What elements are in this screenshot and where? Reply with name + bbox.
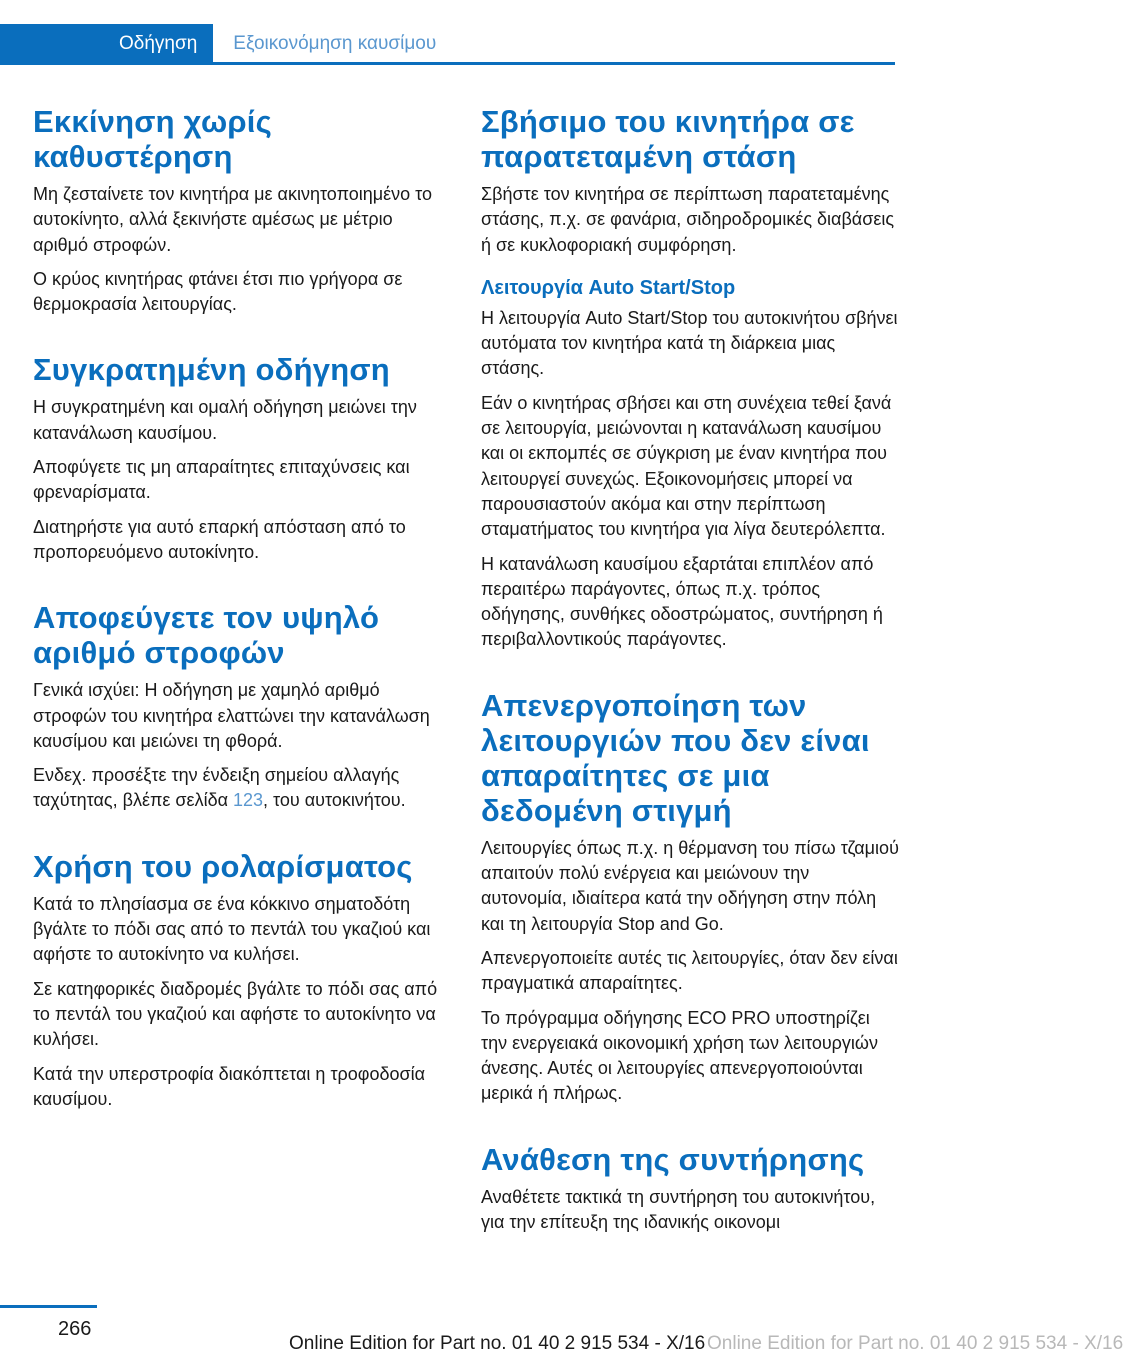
paragraph: Αναθέτετε τακτικά τη συντήρηση του αυτοκινήτου, για την επίτευξη της ιδανικής οικονομι <box>481 1186 876 1233</box>
section-deactivate-functions <box>481 688 899 1107</box>
section-title: Χρήση του ρολαρίσματος <box>33 848 413 884</box>
paragraph: Αποφύγετε τις μη απαραίτητες επιταχύνσεις και φρεναρίσματα. <box>33 457 410 503</box>
chapter-tabs <box>0 24 895 64</box>
paragraph: Η κατανάλωση καυσίμου εξαρτάται επιπλέον από περαιτέρω παράγοντες, όπως π.χ. τρόπος οδήγησης, συνθήκες οδοστρώματος, συντήρηση ή περιβαλλοντικούς παράγοντες. <box>481 553 883 650</box>
page-reference-link[interactable]: 123 <box>233 790 264 811</box>
section-maintenance <box>481 1142 899 1236</box>
subsection-title: Λειτουργία Auto Start/Stop <box>481 276 736 299</box>
paragraph: Γενικά ισχύει: Η οδήγηση με χαμηλό αριθμό στροφών του κινητήρα ελαττώνει την κατανάλωση καυσίμου και μειώνει τη φθορά. <box>33 680 430 751</box>
left-column <box>33 104 451 1147</box>
right-column <box>481 104 899 1270</box>
page-number: 266 <box>58 1318 92 1340</box>
section-avoid-high-rpm <box>33 600 451 813</box>
watermark: Online Edition for Part no. 01 40 2 915 534 - X/16 <box>707 1333 1123 1354</box>
tab-fuel-saving[interactable]: Εξοικονόμηση καυσίμου <box>213 24 895 64</box>
paragraph <box>33 763 451 814</box>
paragraph-text: , του αυτοκινήτου. <box>263 790 406 811</box>
paragraph-text: Ενδεχ. προσέξτε την ένδειξη σημείου αλλαγής ταχύτητας, βλέπε σελίδα <box>33 765 400 811</box>
paragraph: Η συγκρατημένη και ομαλή οδήγηση μειώνει την κατανάλωση καυσίμου. <box>33 397 417 443</box>
paragraph: Κατά το πλησίασμα σε ένα κόκκινο σηματοδότη βγάλτε το πόδι σας από το πεντάλ του γκαζιού και αφήστε το αυτοκίνητο να κυλήσει. <box>33 893 431 965</box>
section-auto-start-stop <box>481 276 899 653</box>
section-title: Εκκίνηση χωρίς καθυστέρηση <box>33 104 272 174</box>
section-restrained-driving <box>33 352 451 565</box>
paragraph: Σε κατηφορικές διαδρομές βγάλτε το πόδι σας από το πεντάλ του γκαζιού και αφήστε το αυτοκίνητο να κυλήσει. <box>33 978 438 1050</box>
header-rule <box>0 62 895 65</box>
paragraph: Ο κρύος κινητήρας φτάνει έτσι πιο γρήγορα σε θερμοκρασία λειτουργίας. <box>33 268 403 315</box>
section-title: Απενεργοποίηση των λειτουργιών που δεν είναι απαραίτητες σε μια δεδομένη στιγμή <box>481 687 870 828</box>
section-title: Σβήσιμο του κινητήρα σε παρατεταμένη στάση <box>481 104 855 174</box>
tab-driving[interactable]: Οδήγηση <box>0 24 213 64</box>
section-title: Αποφεύγετε τον υψηλό αριθμό στροφών <box>33 600 380 671</box>
section-coasting <box>33 849 451 1112</box>
paragraph: Απενεργοποιείτε αυτές τις λειτουργίες, όταν δεν είναι πραγματικά απαραίτητες. <box>481 947 898 994</box>
paragraph: Λειτουργίες όπως π.χ. η θέρμανση του πίσω τζαμιού απαιτούν πολύ ενέργεια και μειώνουν την αυτονομία, ιδιαίτερα κατά την οδήγηση στην πόλη και τη λειτουργία Stop and Go. <box>481 837 899 934</box>
paragraph: Εάν ο κινητήρας σβήσει και στη συνέχεια τεθεί ξανά σε λειτουργία, μειώνονται η κατανάλωση καυσίμου και οι εκπομπές σε σύγκριση με έναν κινητήρα που λειτουργεί συνεχώς. Εξοικονομήσεις μπορεί να παρουσιαστούν ακόμα και στην περίπτωση σταματήματος του κινητήρα για λίγα δευτερόλεπτα. <box>481 392 892 540</box>
footer-rule <box>0 1305 97 1308</box>
section-start-without-delay <box>33 104 451 317</box>
section-title: Ανάθεση της συντήρησης <box>481 1141 865 1177</box>
paragraph: Η λειτουργία Auto Start/Stop του αυτοκινήτου σβήνει αυτόματα τον κινητήρα κατά τη διάρκεια μιας στάσης. <box>481 307 898 379</box>
section-title: Συγκρατημένη οδήγηση <box>33 352 390 388</box>
section-engine-off-long-stop <box>481 104 899 258</box>
paragraph: Διατηρήστε για αυτό επαρκή απόσταση από το προπορευόμενο αυτοκίνητο. <box>33 516 406 562</box>
paragraph: Σβήστε τον κινητήρα σε περίπτωση παρατεταμένης στάσης, π.χ. σε φανάρια, σιδηροδρομικές διαβάσεις ή σε κυκλοφοριακή συμφόρηση. <box>481 184 895 255</box>
paragraph: Κατά την υπερστροφία διακόπτεται η τροφοδοσία καυσίμου. <box>33 1063 426 1109</box>
edition-text: Online Edition for Part no. 01 40 2 915 534 - X/16 <box>289 1333 706 1354</box>
paragraph: Το πρόγραμμα οδήγησης ECO PRO υποστηρίζει την ενεργειακά οικονομική χρήση των λειτουργιών άνεσης. Αυτές οι λειτουργίες απενεργοποιούνται μερικά ή πλήρως. <box>481 1007 878 1104</box>
paragraph: Μη ζεσταίνετε τον κινητήρα με ακινητοποιημένο το αυτοκίνητο, αλλά ξεκινήστε αμέσως με μέτριο αριθμό στροφών. <box>33 184 433 255</box>
